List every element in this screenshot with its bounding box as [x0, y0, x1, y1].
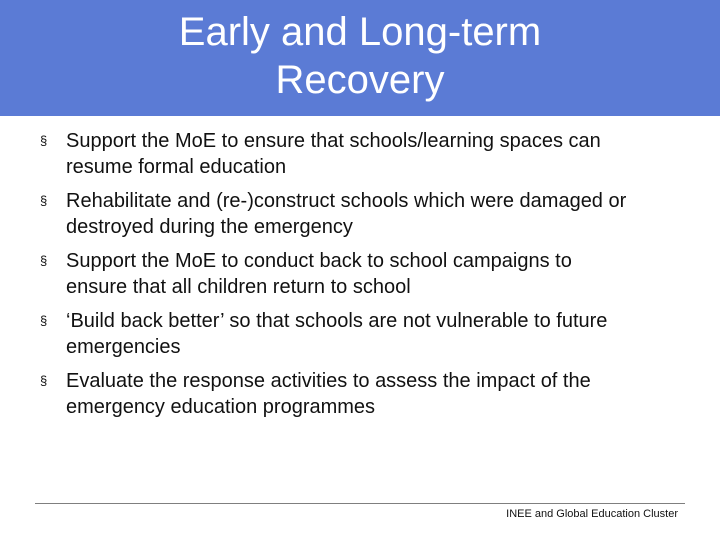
bullet-item-5-line-1: Evaluate the response activities to assess the impact of the [66, 370, 591, 392]
bullet-marker-icon: § [40, 313, 48, 328]
bullet-list [40, 128, 715, 428]
bullet-item-1-line-2: resume formal education [66, 156, 287, 178]
bullet-item-4-line-1: ‘Build back better’ so that schools are not vulnerable to future [66, 310, 608, 332]
bullet-marker-icon: § [40, 253, 48, 268]
bullet-item-4-line-2: emergencies [66, 336, 181, 358]
bullet-marker-icon: § [40, 193, 48, 208]
bullet-item-4 [40, 308, 715, 360]
bullet-item-3-line-1: Support the MoE to conduct back to school campaigns to [66, 250, 572, 272]
bullet-marker-icon: § [40, 133, 48, 148]
slide-title-line-2: Recovery [275, 58, 445, 102]
bullet-marker-icon: § [40, 373, 48, 388]
bullet-item-3-line-2: ensure that all children return to school [66, 276, 411, 298]
bullet-item-1-line-1: Support the MoE to ensure that schools/learning spaces can [66, 130, 601, 152]
slide-title-line-1: Early and Long-term [178, 10, 542, 54]
footer-credit: INEE and Global Education Cluster [506, 508, 678, 520]
bullet-item-1 [40, 128, 715, 180]
slide-title [0, 8, 720, 104]
bullet-item-3 [40, 248, 715, 300]
footer-divider [35, 503, 685, 504]
bullet-item-2 [40, 188, 715, 240]
bullet-item-2-line-2: destroyed during the emergency [66, 216, 353, 238]
bullet-item-5 [40, 368, 715, 420]
bullet-item-5-line-2: emergency education programmes [66, 396, 376, 418]
bullet-item-2-line-1: Rehabilitate and (re-)construct schools which were damaged or [66, 190, 627, 212]
